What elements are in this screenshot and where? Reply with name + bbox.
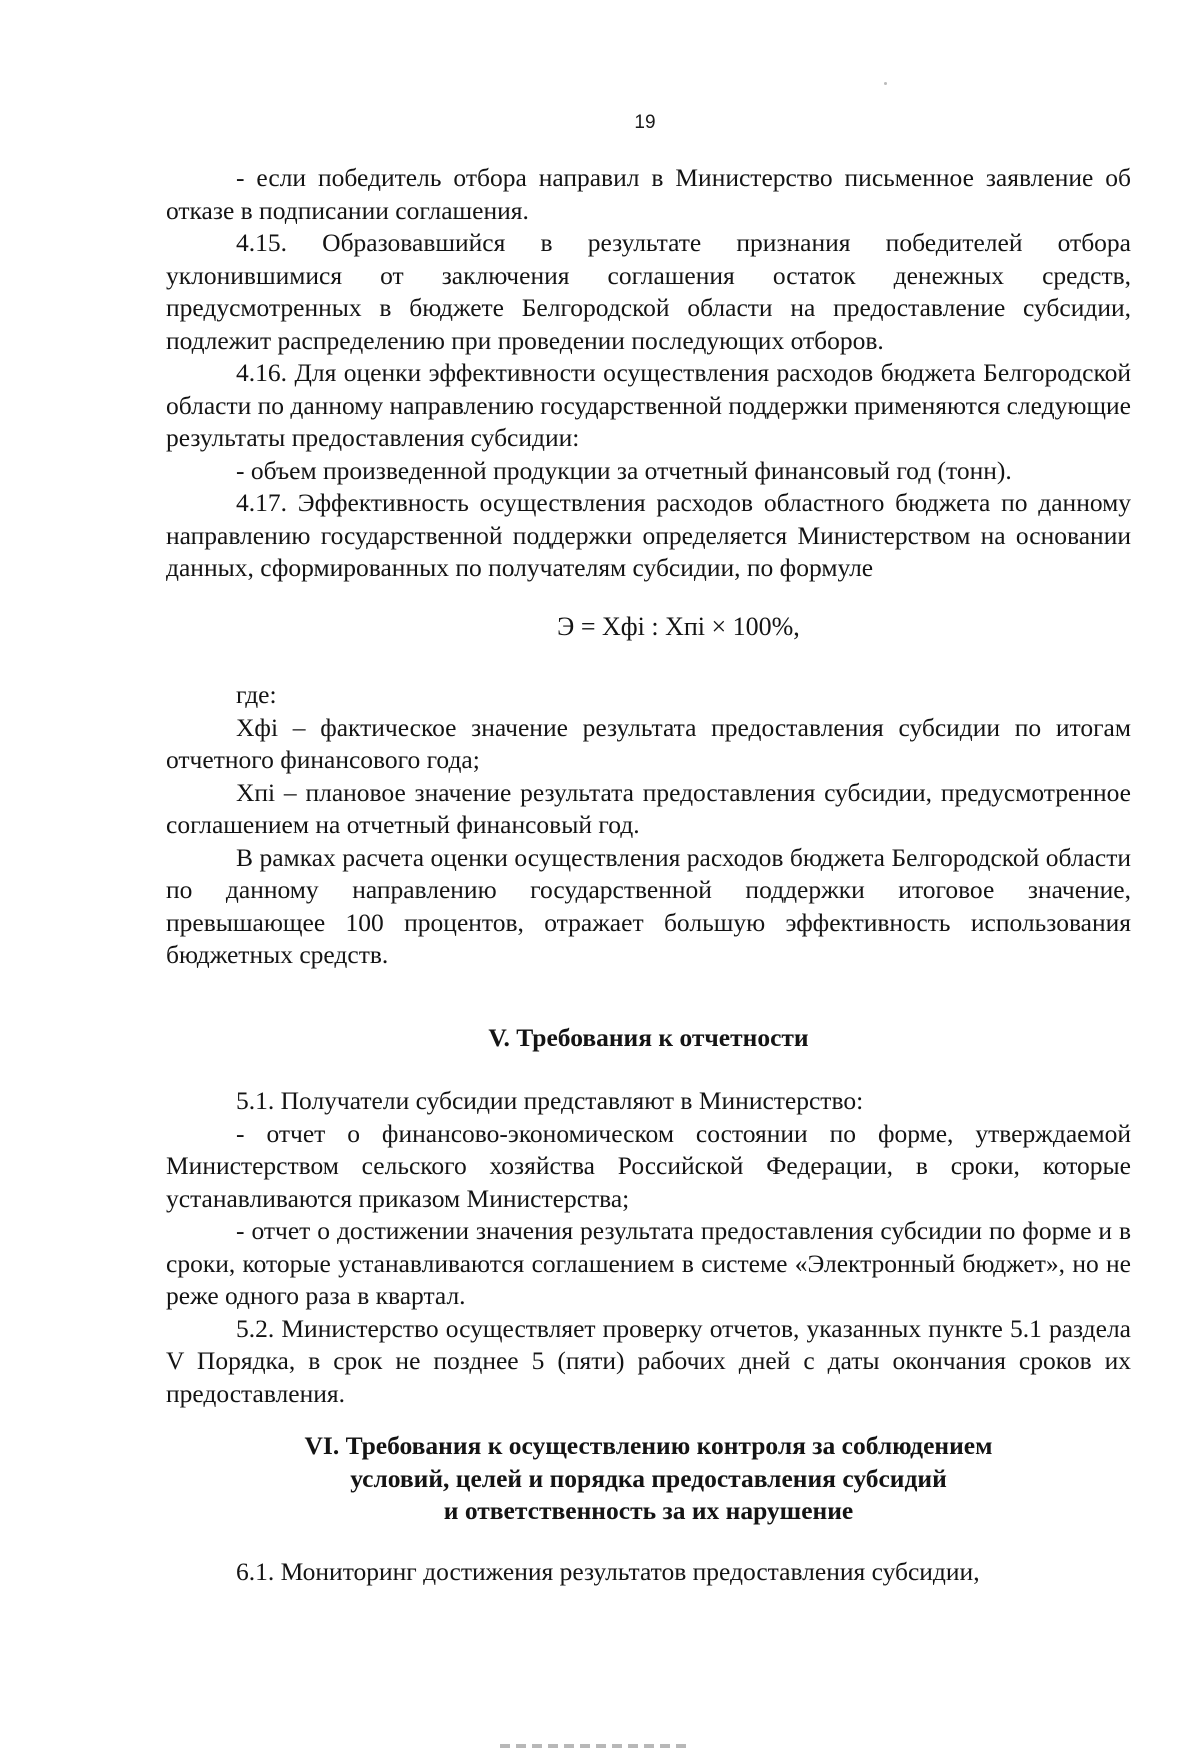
body-block-1 (166, 162, 1131, 972)
section-5-heading-text: V. Требования к отчетности (488, 1023, 809, 1052)
paragraph-5-1: 5.1. Получатели субсидии представляют в Министерство: (236, 1086, 864, 1115)
scan-speck (884, 82, 887, 85)
section-6-heading-line-2: условий, целей и порядка предоставления субсидий (350, 1463, 947, 1493)
paragraph-4-17: 4.17. Эффективность осуществления расходов областного бюджета по данному направлению государственной поддержки определяется Министерством на основании данных, сформированных по получателям субсидии, по формуле (166, 488, 1131, 582)
section-5-heading (166, 1022, 1131, 1055)
paragraph-4-16: 4.16. Для оценки эффективности осуществления расходов бюджета Белгородской области по данному направлению государственной поддержки применяются следующие результаты предоставления субсидии: (166, 358, 1131, 452)
paragraph-4-15: 4.15. Образовавшийся в результате признания победителей отбора уклонившимися от заключения соглашения остаток денежных средств, предусмотренных в бюджете Белгородской области на предоставление субсидии, подлежит распределению при проведении последующих отборов. (166, 228, 1131, 355)
paragraph-xpi-definition: Хпi – плановое значение результата предоставления субсидии, предусмотренное соглашением на отчетный финансовый год. (166, 777, 1131, 839)
section-6-body (166, 1556, 1131, 1589)
paragraph-production-volume: - объем произведенной продукции за отчетный финансовый год (тонн). (236, 455, 1012, 485)
paragraph-5-2: 5.2. Министерство осуществляет проверку отчетов, указанных пункте 5.1 раздела V Порядка, в срок не позднее 5 (пяти) рабочих дней с даты окончания сроков их предоставления. (166, 1313, 1131, 1408)
paragraph-6-1: 6.1. Мониторинг достижения результатов предоставления субсидии, (236, 1557, 980, 1586)
efficiency-formula: Э = Хфi : Хпi × 100%, (557, 611, 800, 641)
page-number: 19 (634, 112, 656, 133)
paragraph-refusal: - если победитель отбора направил в Министерство письменное заявление об отказе в подписании соглашения. (166, 163, 1131, 225)
scan-artifact (500, 1744, 690, 1748)
paragraph-xfi-definition: Хфi – фактическое значение результата предоставления субсидии по итогам отчетного финансового года; (166, 712, 1131, 774)
section-5-body (166, 1085, 1131, 1410)
section-6-heading-line-1: VI. Требования к осуществлению контроля за соблюдением (304, 1431, 993, 1460)
section-6-heading (166, 1430, 1131, 1528)
section-6-heading-line-3: и ответственность за их нарушение (443, 1496, 854, 1525)
paragraph-result-report: - отчет о достижении значения результата предоставления субсидии по форме и в сроки, которые устанавливаются соглашением в системе «Электронный бюджет», но не реже одного раза в квартал. (166, 1216, 1131, 1310)
paragraph-evaluation: В рамках расчета оценки осуществления расходов бюджета Белгородской области по данному направлению государственной поддержки итоговое значение, превышающее 100 процентов, отражает большую эффективность использования бюджетных средств. (166, 842, 1131, 969)
paragraph-financial-report: - отчет о финансово-экономическом состоянии по форме, утверждаемой Министерством сельского хозяйства Российской Федерации, в сроки, которые устанавливаются приказом Министерства; (166, 1118, 1131, 1213)
paragraph-where: где: (236, 680, 277, 709)
